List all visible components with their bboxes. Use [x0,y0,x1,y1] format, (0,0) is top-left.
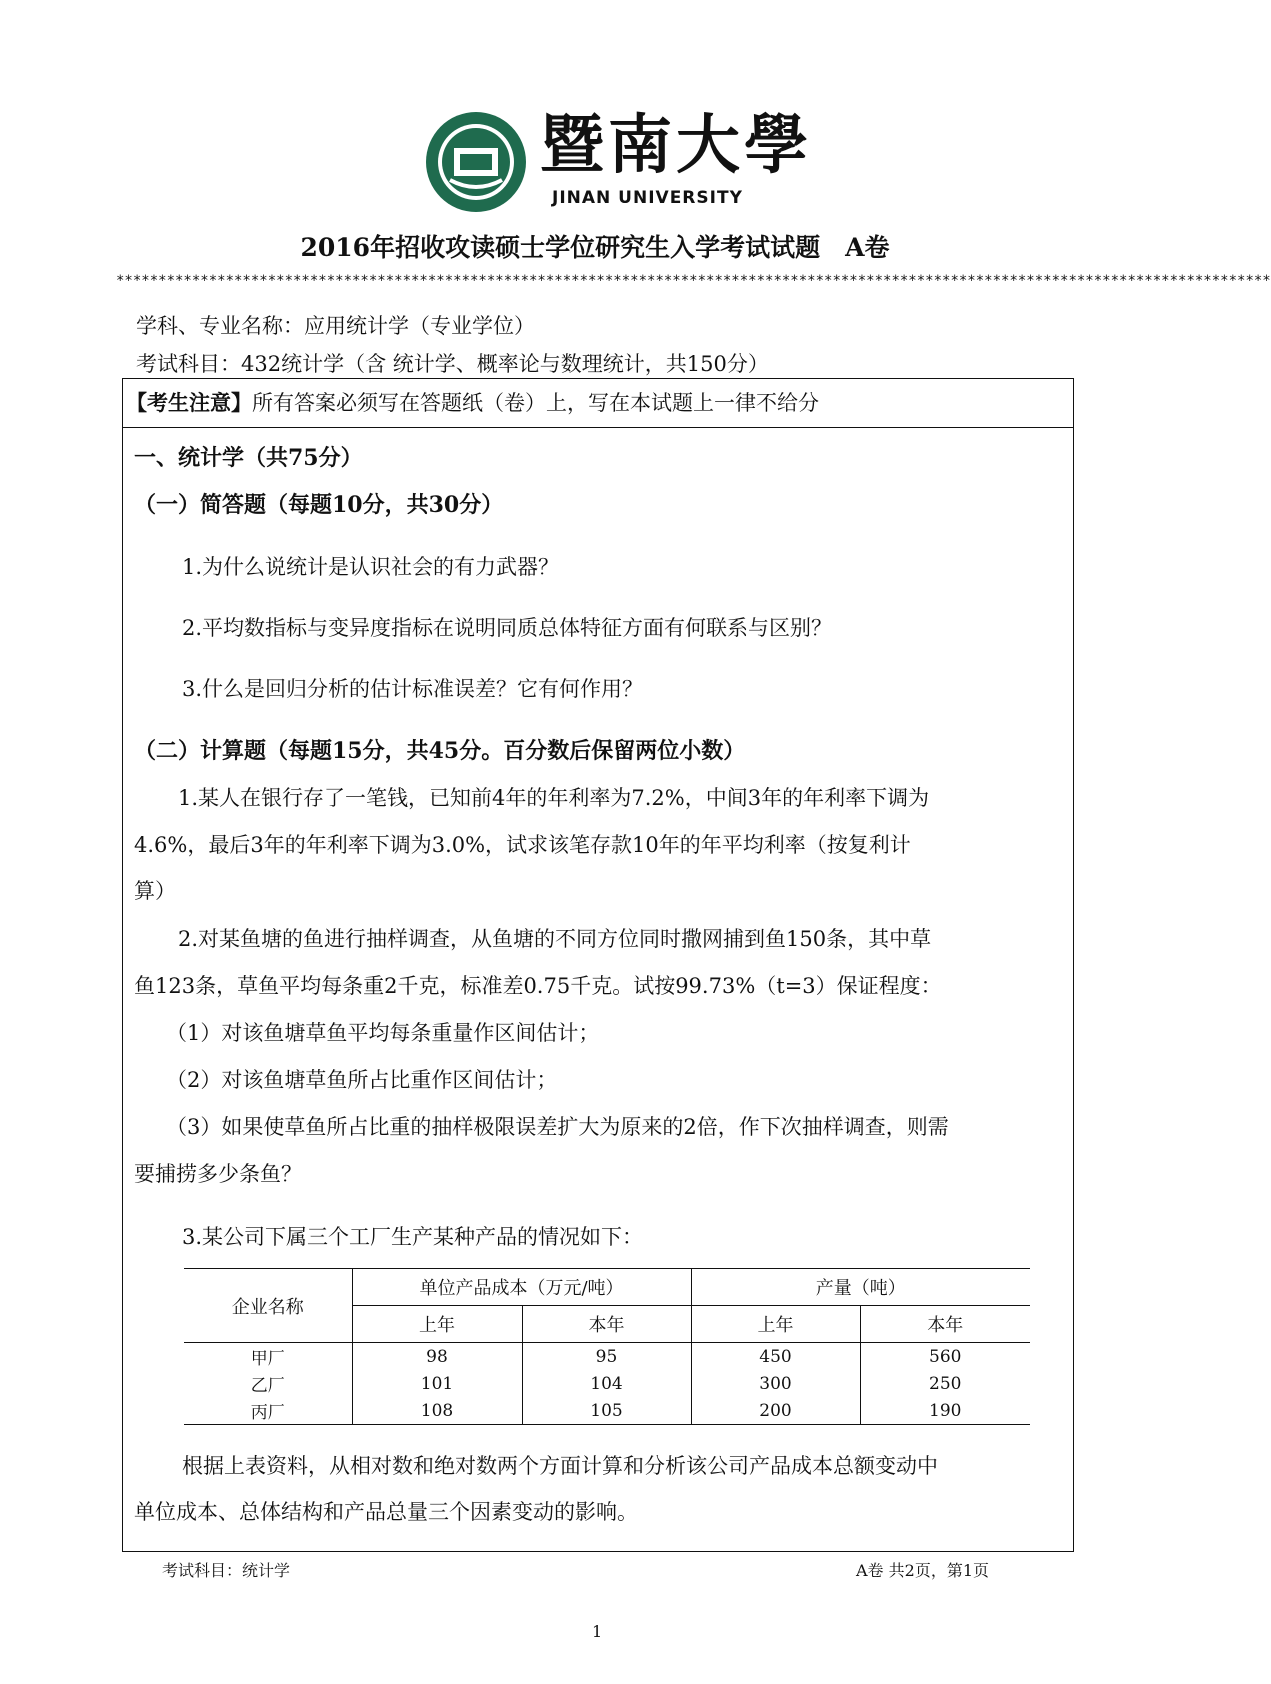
star-divider: ***************************************************************************************************************************************** [116,273,1271,289]
cost-output-table [184,1268,1030,1425]
calc-question-2-sub3-line1: （3）如果使草鱼所占比重的抽样极限误差扩大为原来的2倍，作下次抽样调查，则需 [166,1115,949,1139]
university-seal-icon [424,110,528,214]
part1-title: （一）简答题（每题10分，共30分） [134,492,504,518]
calc-question-1-line1: 1.某人在银行存了一笔钱，已知前4年的年利率为7.2%，中间3年的年利率下调为 [178,786,930,810]
page-number: 1 [592,1622,603,1641]
footer-page-info: A卷 共2页，第1页 [856,1561,990,1580]
notice-label: 【考生注意】 [126,390,252,415]
calc-question-2-sub1: （1）对该鱼塘草鱼平均每条重量作区间估计； [166,1021,600,1045]
cell-output-last: 200 [691,1397,860,1425]
calc-question-1-line2: 4.6%，最后3年的年利率下调为3.0%，试求该笔存款10年的年平均利率（按复利计 [134,833,911,857]
header-cost-last-year: 上年 [352,1306,522,1343]
university-name-cn: 暨南大學 [540,108,812,183]
cell-cost-this: 104 [522,1370,691,1397]
subject-line: 学科、专业名称：应用统计学（专业学位） [136,314,535,338]
table-row [184,1370,1030,1397]
header-cost-this-year: 本年 [522,1306,691,1343]
cell-cost-last: 101 [352,1370,522,1397]
cell-cost-last: 98 [352,1343,522,1371]
calc-question-3-intro: 3.某公司下属三个工厂生产某种产品的情况如下： [182,1225,644,1249]
cell-output-last: 300 [691,1370,860,1397]
part2-title: （二）计算题（每题15分，共45分。百分数后保留两位小数） [134,738,746,764]
table-row [184,1343,1030,1371]
notice-text: 所有答案必须写在答题纸（卷）上，写在本试题上一律不给分 [252,391,819,415]
calc-question-2-line2: 鱼123条，草鱼平均每条重2千克，标准差0.75千克。试按99.73%（t=3）保证程度： [134,974,942,998]
header-output: 产量（吨） [691,1269,1030,1306]
cell-output-this: 250 [929,1373,962,1394]
university-logo [424,108,812,218]
calc-question-2-sub3-line2: 要捕捞多少条鱼？ [134,1162,302,1186]
cell-name: 乙厂 [184,1370,352,1397]
cell-cost-last: 108 [352,1397,522,1425]
header-output-this-year: 本年 [927,1315,964,1336]
calc-question-3-line2: 单位成本、总体结构和产品总量三个因素变动的影响。 [134,1500,638,1524]
course-line: 考试科目：432统计学（含 统计学、概率论与数理统计，共150分） [136,352,769,376]
cell-cost-this: 105 [522,1397,691,1425]
short-question-1: 1.为什么说统计是认识社会的有力武器？ [182,555,560,579]
calc-question-1-line3: 算） [134,879,176,903]
header-company: 企业名称 [184,1269,352,1343]
footer-subject: 考试科目：统计学 [162,1561,291,1580]
cell-output-this: 190 [929,1400,962,1421]
cell-name: 甲厂 [184,1343,352,1371]
calc-question-2-sub2: （2）对该鱼塘草鱼所占比重作区间估计； [166,1068,558,1092]
calc-question-2-line1: 2.对某鱼塘的鱼进行抽样调查，从鱼塘的不同方位同时撒网捕到鱼150条，其中草 [178,927,932,951]
university-name-en: JINAN UNIVERSITY [552,188,743,208]
calc-question-3-line1: 根据上表资料，从相对数和绝对数两个方面计算和分析该公司产品成本总额变动中 [182,1454,938,1478]
exam-title: 2016年招收攻读硕士学位研究生入学考试试题 A卷 [300,233,890,262]
notice-row [122,378,1074,428]
table-row [184,1397,1030,1425]
cell-output-this: 560 [929,1346,962,1367]
short-question-2: 2.平均数指标与变异度指标在说明同质总体特征方面有何联系与区别？ [182,616,833,640]
header-unit-cost: 单位产品成本（万元/吨） [352,1269,691,1306]
cell-output-last: 450 [691,1343,860,1371]
short-question-3: 3.什么是回归分析的估计标准误差？它有何作用？ [182,677,644,701]
cell-cost-this: 95 [522,1343,691,1371]
cell-name: 丙厂 [184,1397,352,1425]
header-output-last-year: 上年 [691,1306,860,1343]
section1-title: 一、统计学（共75分） [134,445,363,471]
